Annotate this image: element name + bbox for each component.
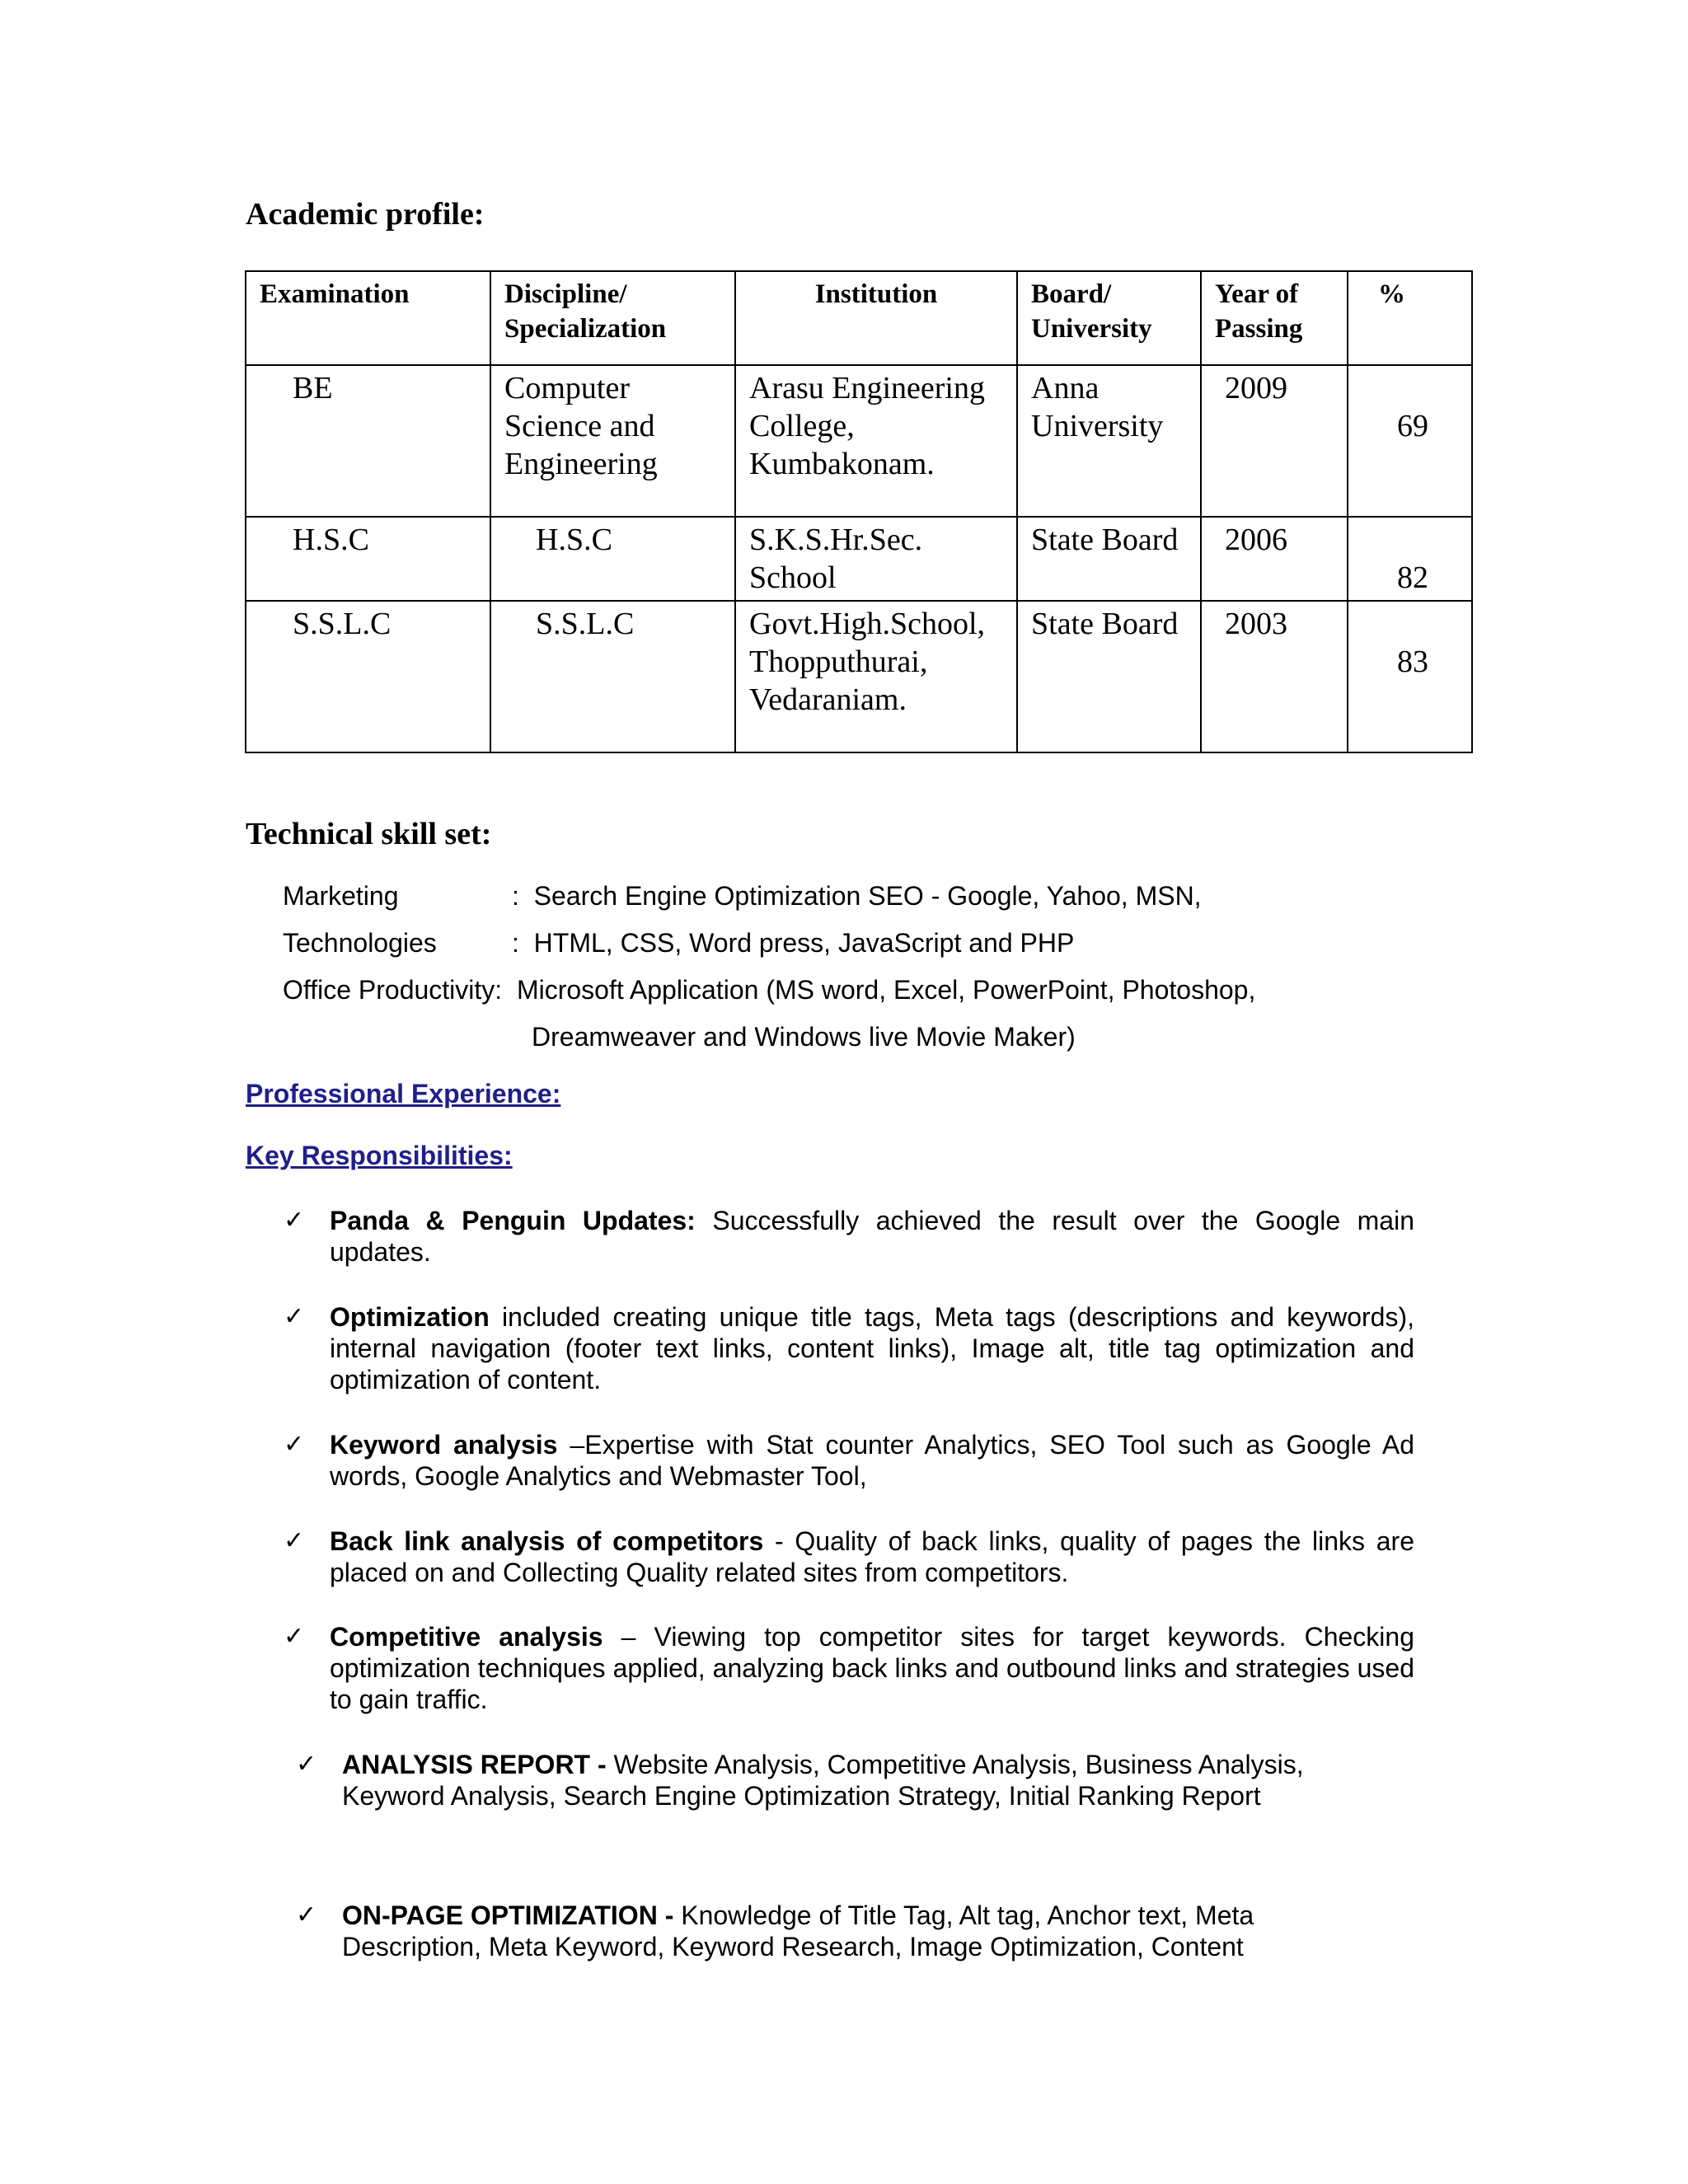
- skill-value: Microsoft Application (MS word, Excel, PowerPoint, Photoshop,: [516, 975, 1256, 1005]
- skill-row-technologies: [283, 926, 1074, 959]
- header-examination: Examination: [246, 271, 490, 365]
- checkmark-icon: ✓: [284, 1207, 305, 1234]
- checkmark-icon: ✓: [296, 1750, 317, 1778]
- academic-profile-heading: Academic profile:: [246, 197, 485, 232]
- cell-institution: S.K.S.Hr.Sec. School: [735, 517, 1017, 601]
- skill-label: Office Productivity:: [283, 975, 503, 1005]
- responsibility-item: [284, 1205, 1415, 1268]
- header-year: Year of Passing: [1201, 271, 1348, 365]
- responsibility-item: [296, 1900, 1364, 1962]
- cell-exam: BE: [246, 365, 490, 517]
- table-row: [246, 601, 1472, 752]
- responsibility-item: [284, 1621, 1415, 1715]
- responsibility-title: Optimization: [330, 1302, 490, 1332]
- cell-year: 2006: [1201, 517, 1348, 601]
- checkmark-icon: ✓: [296, 1901, 317, 1929]
- skill-value: HTML, CSS, Word press, JavaScript and PHP: [533, 928, 1075, 958]
- responsibility-item: [296, 1749, 1364, 1811]
- percent-value: 69: [1397, 409, 1428, 443]
- cell-percent: [1348, 517, 1472, 601]
- cell-institution: Arasu Engineering College, Kumbakonam.: [735, 365, 1017, 517]
- skill-label: Marketing: [283, 881, 399, 911]
- cell-board: Anna University: [1017, 365, 1201, 517]
- responsibility-text: – Viewing top competitor sites for target keywords. Checking optimization techniques applied, analyzing back links and outbound links and strategies used to gain traffic.: [330, 1622, 1415, 1714]
- responsibility-item: [284, 1526, 1415, 1588]
- skill-separator: :: [512, 928, 519, 958]
- table-header-row: [246, 271, 1472, 365]
- responsibility-text: –Expertise with Stat counter Analytics, SEO Tool such as Google Ad words, Google Analytics and Webmaster Tool,: [330, 1430, 1415, 1491]
- table-row: [246, 517, 1472, 601]
- header-discipline: Discipline/ Specialization: [490, 271, 735, 365]
- technical-skill-heading: Technical skill set:: [246, 817, 492, 851]
- academic-table: [245, 270, 1473, 753]
- responsibility-title: Competitive analysis: [330, 1622, 603, 1652]
- responsibility-text: included creating unique title tags, Meta tags (descriptions and keywords), internal navigation (footer text links, content links), Image alt, title tag optimization and optimization of content.: [330, 1302, 1414, 1394]
- skill-label: Technologies: [283, 928, 437, 958]
- responsibility-title: Panda & Penguin Updates:: [330, 1206, 696, 1235]
- skill-row-marketing: [283, 879, 1202, 912]
- checkmark-icon: ✓: [284, 1431, 305, 1458]
- cell-board: State Board: [1017, 517, 1201, 601]
- responsibility-title: Back link analysis of competitors: [330, 1526, 764, 1556]
- cell-year: 2003: [1201, 601, 1348, 752]
- cell-discipline: H.S.C: [490, 517, 735, 601]
- responsibility-title: Keyword analysis: [330, 1430, 558, 1460]
- cell-institution: Govt.High.School, Thopputhurai, Vedaraniam.: [735, 601, 1017, 752]
- cell-board: State Board: [1017, 601, 1201, 752]
- cell-exam: S.S.L.C: [246, 601, 490, 752]
- cell-percent: [1348, 365, 1472, 517]
- responsibility-text: - Quality of back links, quality of pages the links are placed on and Collecting Quality related sites from competitors.: [330, 1526, 1415, 1587]
- cell-discipline: S.S.L.C: [490, 601, 735, 752]
- skill-value: Search Engine Optimization SEO - Google, Yahoo, MSN,: [533, 881, 1202, 911]
- responsibility-text: Successfully achieved the result over the Google main updates.: [330, 1206, 1415, 1267]
- responsibility-text: Website Analysis, Competitive Analysis, Business Analysis, Keyword Analysis, Search Engine Optimization Strategy, Initial Ranking Report: [342, 1750, 1304, 1811]
- skill-row-office: [283, 973, 1255, 1006]
- header-institution: Institution: [735, 271, 1017, 365]
- checkmark-icon: ✓: [284, 1623, 305, 1650]
- responsibility-text: Knowledge of Title Tag, Alt tag, Anchor text, Meta Description, Meta Keyword, Keyword Research, Image Optimization, Content: [342, 1900, 1254, 1961]
- cell-year: 2009: [1201, 365, 1348, 517]
- percent-value: 82: [1397, 560, 1428, 595]
- header-percent: %: [1348, 271, 1472, 365]
- responsibility-title: ANALYSIS REPORT -: [342, 1750, 607, 1779]
- checkmark-icon: ✓: [284, 1527, 305, 1554]
- responsibility-item: [284, 1301, 1414, 1395]
- key-responsibilities-heading: Key Responsibilities:: [246, 1141, 513, 1170]
- skill-continuation: Dreamweaver and Windows live Movie Maker): [532, 1022, 1076, 1052]
- table-row: [246, 365, 1472, 517]
- cell-percent: [1348, 601, 1472, 752]
- responsibility-item: [284, 1429, 1415, 1492]
- checkmark-icon: ✓: [284, 1303, 305, 1330]
- cell-exam: H.S.C: [246, 517, 490, 601]
- responsibility-title: ON-PAGE OPTIMIZATION -: [342, 1900, 674, 1930]
- cell-discipline: Computer Science and Engineering: [490, 365, 735, 517]
- percent-value: 83: [1397, 644, 1428, 679]
- professional-experience-heading: Professional Experience:: [246, 1079, 561, 1108]
- header-board: Board/ University: [1017, 271, 1201, 365]
- skill-separator: :: [512, 881, 519, 911]
